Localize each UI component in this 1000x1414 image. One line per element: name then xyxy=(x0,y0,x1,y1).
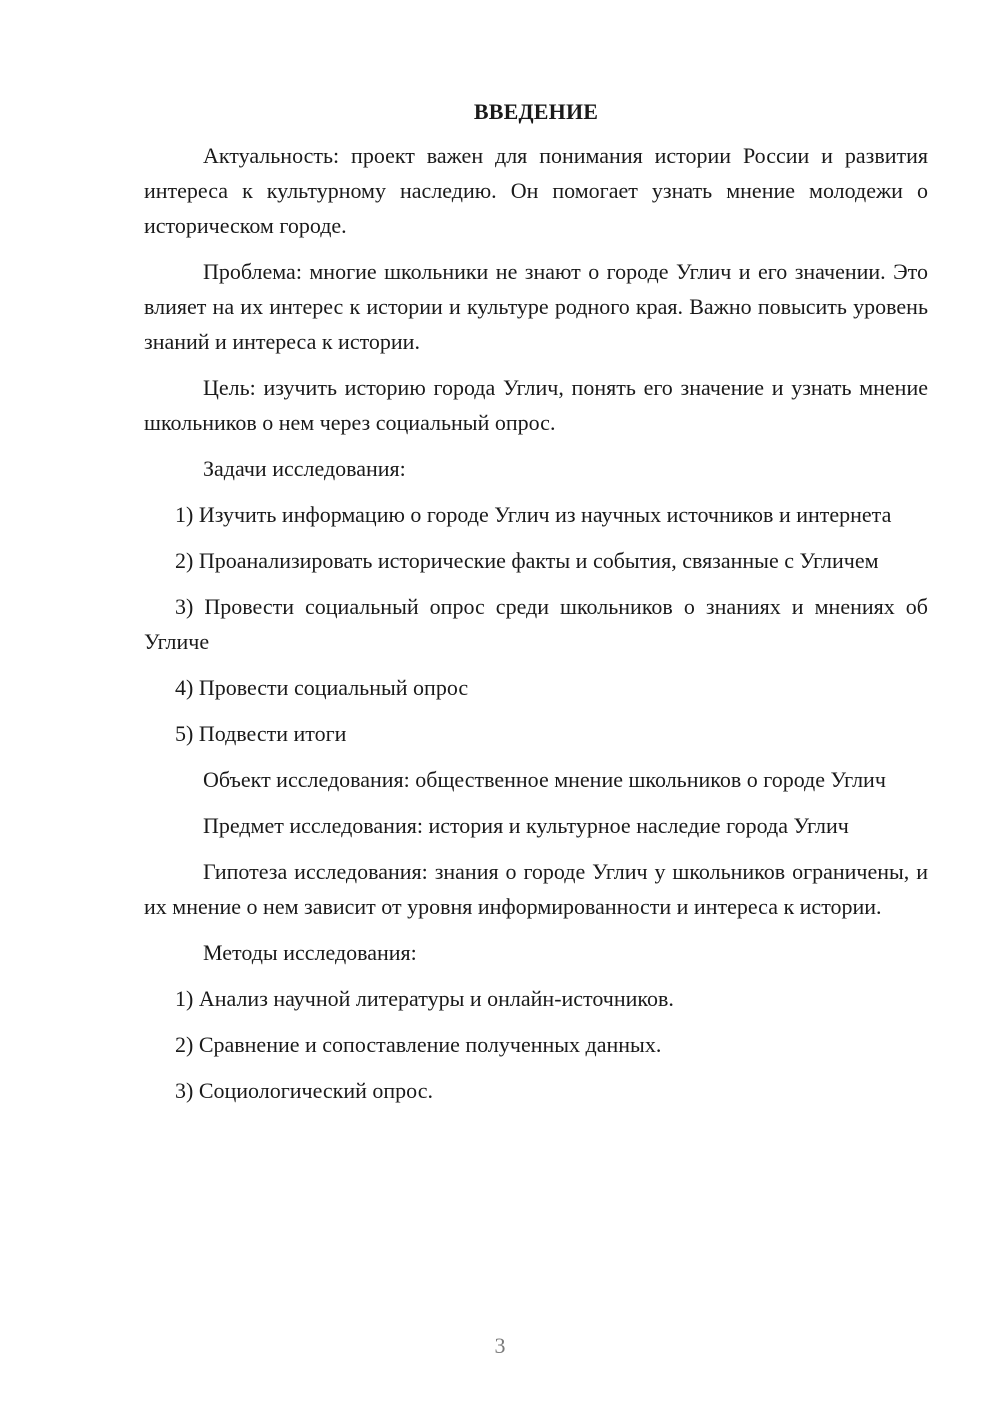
method-item: 3) Социологический опрос. xyxy=(175,1078,433,1103)
page-number: 3 xyxy=(494,1333,506,1358)
task-item: 3) Провести социальный опрос среди школьников о знаниях и мнениях об Угличе xyxy=(144,594,928,654)
tasks-title: Задачи исследования: xyxy=(203,456,406,481)
task-item: 5) Подвести итоги xyxy=(175,721,347,746)
section-heading: ВВЕДЕНИЕ xyxy=(473,99,599,124)
goal-paragraph: Цель: изучить историю города Углич, понять его значение и узнать мнение школьников о нем через социальный опрос. xyxy=(144,375,928,435)
task-item: 2) Проанализировать исторические факты и события, связанные с Угличем xyxy=(175,548,879,573)
problem-paragraph: Проблема: многие школьники не знают о городе Углич и его значении. Это влияет на их интерес к истории и культуре родного края. Важно повысить уровень знаний и интереса к истории. xyxy=(144,259,928,354)
object-paragraph: Объект исследования: общественное мнение школьников о городе Углич xyxy=(203,767,886,792)
methods-title: Методы исследования: xyxy=(203,940,417,965)
method-item: 2) Сравнение и сопоставление полученных данных. xyxy=(175,1032,662,1057)
document-page xyxy=(144,97,928,1119)
task-item: 4) Провести социальный опрос xyxy=(175,675,469,700)
hypothesis-paragraph: Гипотеза исследования: знания о городе Углич у школьников ограничены, и их мнение о нем зависит от уровня информированности и интереса к истории. xyxy=(144,859,928,919)
method-item: 1) Анализ научной литературы и онлайн-источников. xyxy=(175,986,674,1011)
task-item: 1) Изучить информацию о городе Углич из научных источников и интернета xyxy=(175,502,892,527)
subject-paragraph: Предмет исследования: история и культурное наследие города Углич xyxy=(203,813,849,838)
relevance-paragraph: Актуальность: проект важен для понимания истории России и развития интереса к культурному наследию. Он помогает узнать мнение молодежи о историческом городе. xyxy=(144,143,928,238)
